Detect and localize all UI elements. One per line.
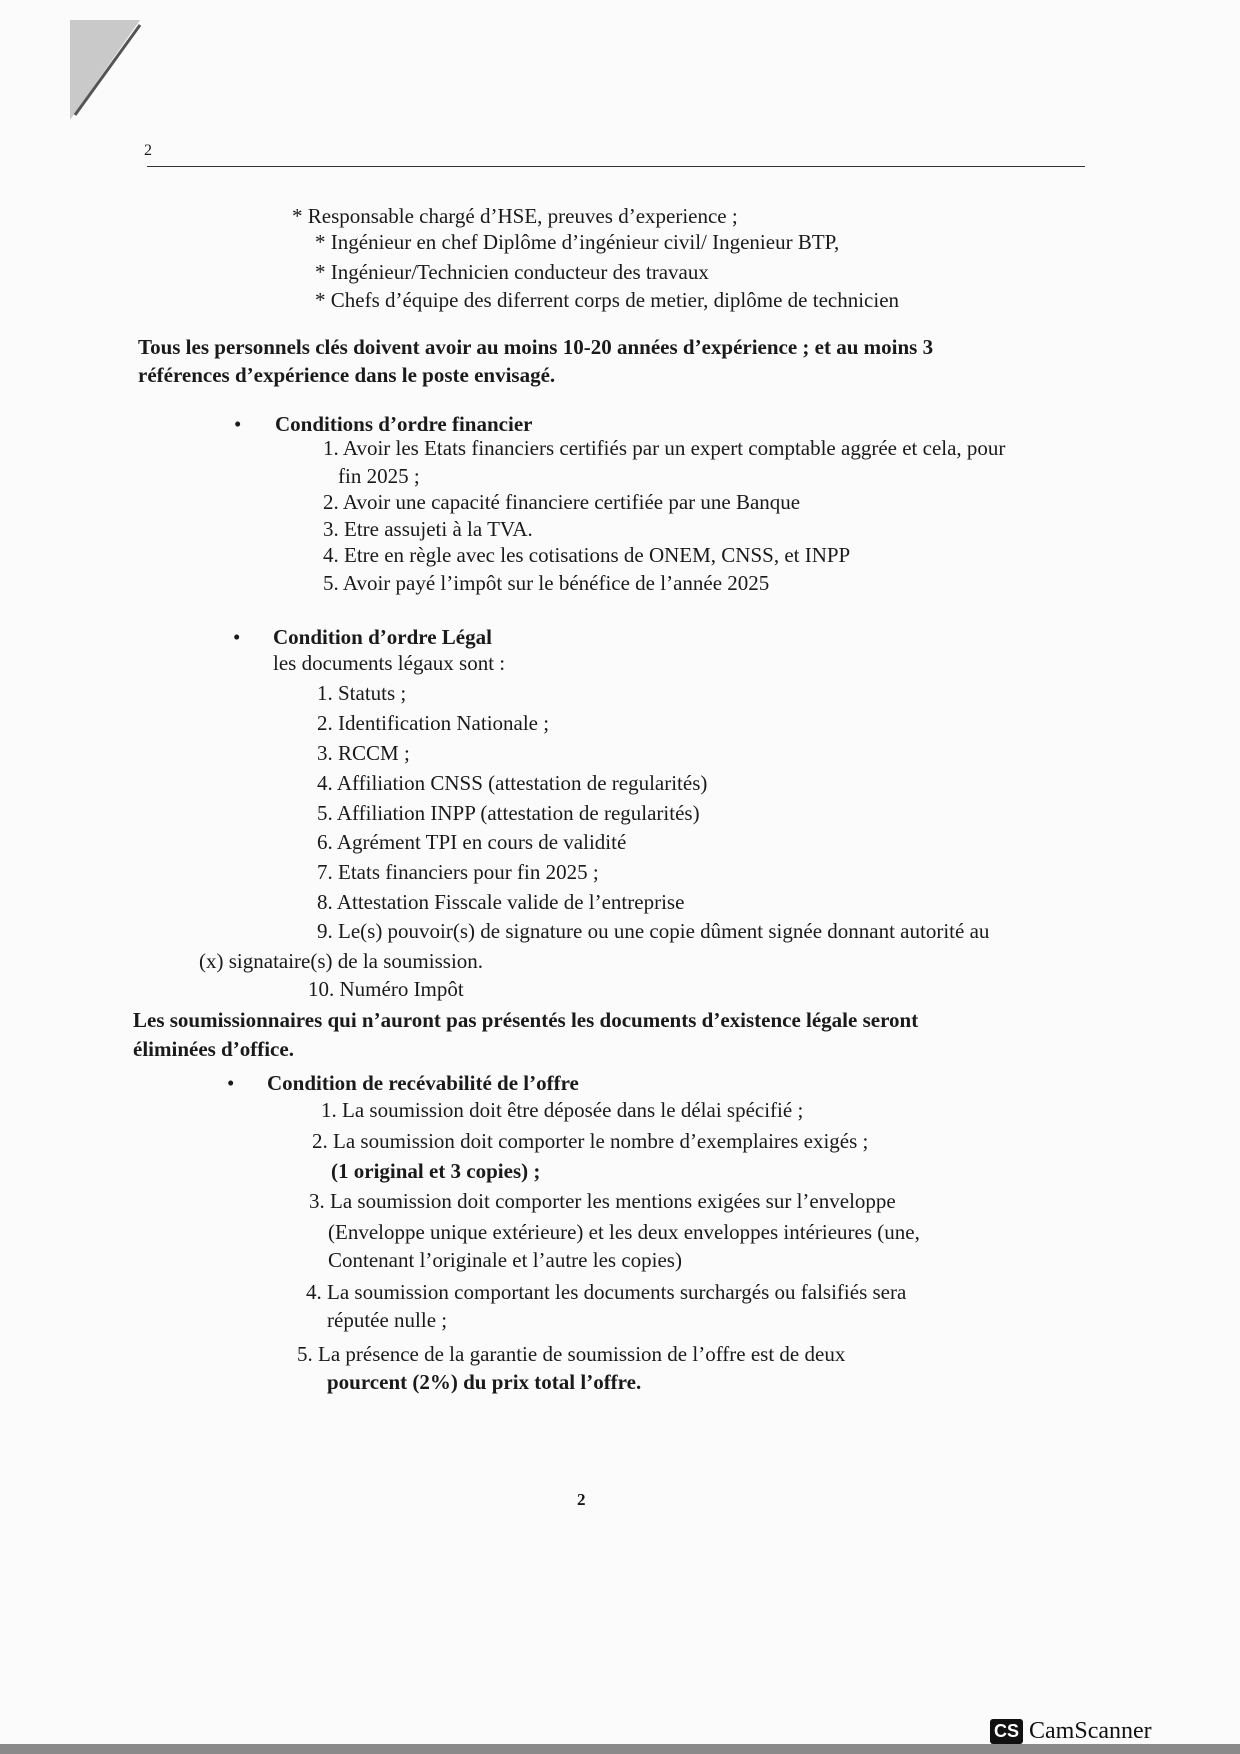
legal-item: 1. Statuts ; [317,681,407,705]
staff-line: * Chefs d’équipe des diferrent corps de metier, diplôme de technicien [315,288,900,312]
page-number: 2 [577,1490,586,1509]
legal-item: 4. Affiliation CNSS (attestation de regularités) [317,771,708,795]
financial-item: 4. Etre en règle avec les cotisations de ONEM, CNSS, et INPP [323,543,851,567]
receivability-heading: Condition de recévabilité de l’offre [267,1071,579,1095]
scan-edge [0,1744,1240,1754]
legal-item: 3. RCCM ; [317,741,410,765]
receivability-item: 2. La soumission doit comporter le nombre d’exemplaires exigés ; [312,1129,869,1153]
legal-item: 10. Numéro Impôt [308,977,464,1001]
receivability-item: 4. La soumission comportant les documents surchargés ou falsifiés sera [306,1280,907,1304]
staff-line: * Ingénieur/Technicien conducteur des travaux [315,260,709,284]
receivability-item: réputée nulle ; [327,1308,448,1332]
legal-heading: Condition d’ordre Légal [273,625,492,649]
header-page-marker: 2 [144,142,152,159]
receivability-item: Contenant l’originale et l’autre les copies) [328,1248,682,1272]
receivability-item: 5. La présence de la garantie de soumission de l’offre est de deux [297,1342,846,1366]
legal-item: 6. Agrément TPI en cours de validité [317,830,627,854]
receivability-item: 1. La soumission doit être déposée dans le délai spécifié ; [321,1098,804,1122]
header-rule [147,166,1085,167]
receivability-item: (Enveloppe unique extérieure) et les deux enveloppes intérieures (une, [328,1220,920,1244]
legal-item: 8. Attestation Fisscale valide de l’entreprise [317,890,685,914]
legal-item: (x) signataire(s) de la soumission. [199,949,484,973]
staff-line: * Ingénieur en chef Diplôme d’ingénieur civil/ Ingenieur BTP, [315,230,840,254]
financial-item: 3. Etre assujeti à la TVA. [323,517,533,541]
camscanner-logo-icon: CS [990,1719,1023,1744]
legal-item: 9. Le(s) pouvoir(s) de signature ou une copie dûment signée donnant autorité au [317,919,990,943]
legal-note: éliminées d’office. [133,1037,294,1061]
legal-item: 2. Identification Nationale ; [317,711,550,735]
bullet: • [234,412,242,436]
experience-note: références d’expérience dans le poste envisagé. [138,363,556,387]
legal-item: 5. Affiliation INPP (attestation de regularités) [317,801,700,825]
bullet: • [227,1071,235,1095]
camscanner-text: CamScanner [1029,1718,1152,1744]
financial-item: 1. Avoir les Etats financiers certifiés par un expert comptable aggrée et cela, pour [323,436,1006,460]
receivability-item: 3. La soumission doit comporter les mentions exigées sur l’enveloppe [309,1189,896,1213]
receivability-item: pourcent (2%) du prix total l’offre. [327,1370,642,1394]
experience-note: Tous les personnels clés doivent avoir au moins 10-20 années d’expérience ; et au moins 3 [138,335,934,359]
financial-item: 2. Avoir une capacité financiere certifiée par une Banque [323,490,801,514]
financial-item: 5. Avoir payé l’impôt sur le bénéfice de l’année 2025 [323,571,770,595]
legal-intro: les documents légaux sont : [273,651,506,675]
page-corner-fold [70,20,160,130]
financial-heading: Conditions d’ordre financier [275,412,533,436]
staff-line: * Responsable chargé d’HSE, preuves d’experience ; [292,204,738,228]
legal-item: 7. Etats financiers pour fin 2025 ; [317,860,599,884]
financial-item: fin 2025 ; [338,464,420,488]
receivability-item: (1 original et 3 copies) ; [331,1159,541,1183]
camscanner-watermark [990,1718,1152,1745]
bullet: • [233,625,241,649]
legal-note: Les soumissionnaires qui n’auront pas présentés les documents d’existence légale seront [133,1008,919,1032]
